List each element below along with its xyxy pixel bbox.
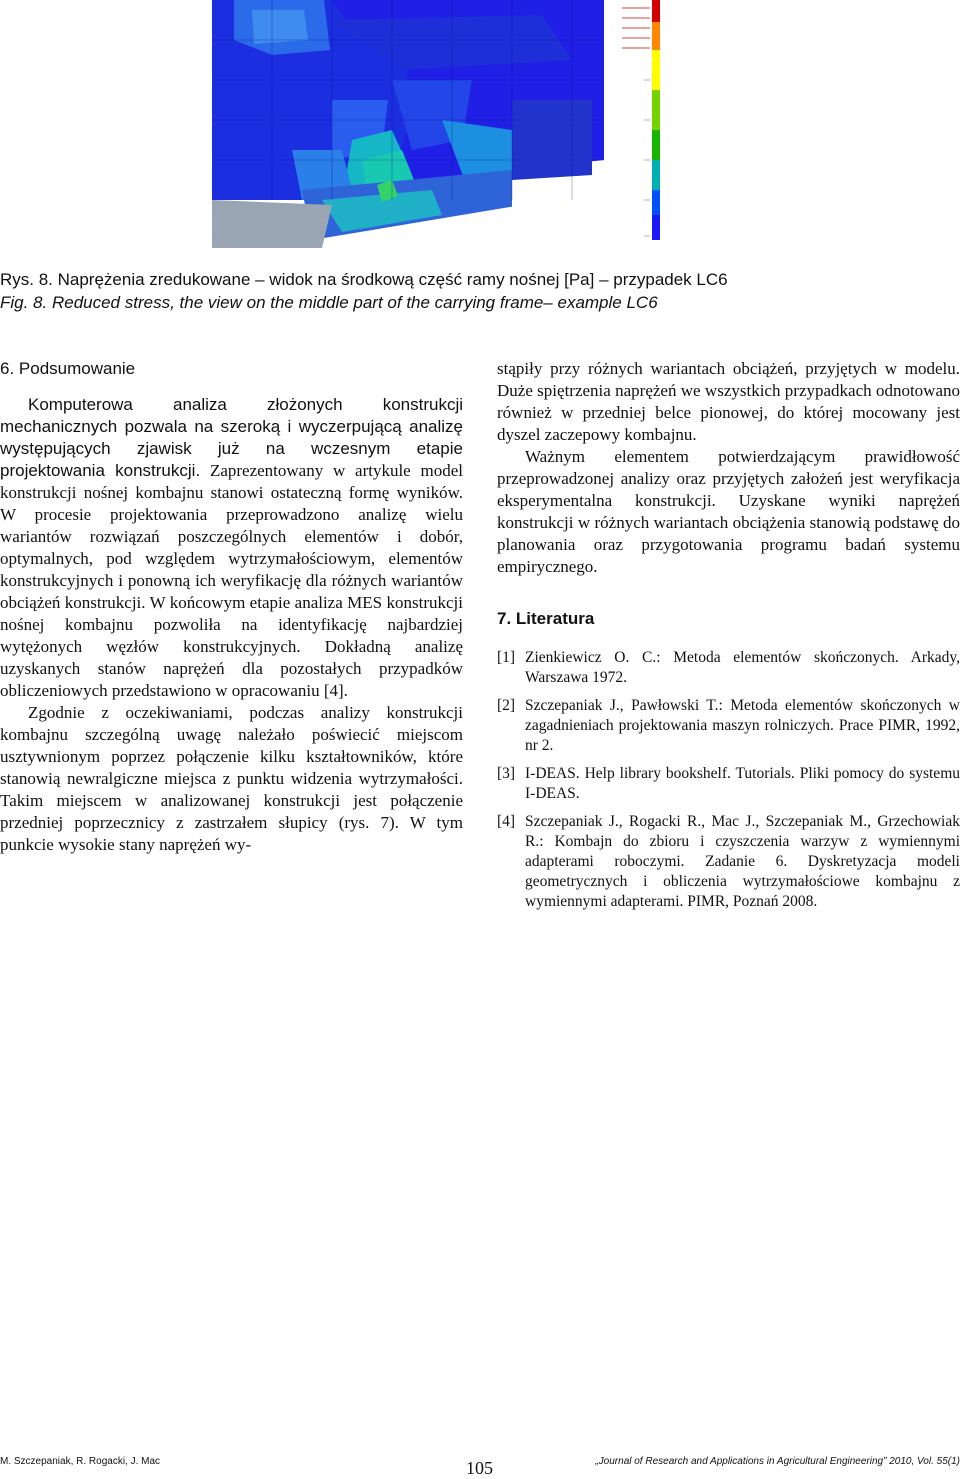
reference-item xyxy=(497,648,960,688)
reference-list xyxy=(497,648,960,912)
fea-render xyxy=(212,0,670,248)
reference-number: [4] xyxy=(497,813,516,830)
reference-text: I-DEAS. Help library bookshelf. Tutorials. Pliki pomocy do systemu I-DEAS. xyxy=(525,765,960,802)
paragraph-text: Komputerowa analiza złożonych konstrukcji mechanicznych pozwala na szeroką i wyczerpującą analizę występujących zjawisk już na wczesnym etapie projektowania konstrukcji. xyxy=(0,395,463,480)
right-column xyxy=(497,358,960,920)
footer-authors: M. Szczepaniak, R. Rogacki, J. Mac xyxy=(0,1456,161,1467)
fea-stress-figure xyxy=(212,0,670,248)
figure-caption-pl: Rys. 8. Naprężenia zredukowane – widok na środkową część ramy nośnej [Pa] – przypadek LC6 xyxy=(0,270,728,289)
section-heading-summary: 6. Podsumowanie xyxy=(0,359,136,378)
reference-text: Szczepaniak J., Rogacki R., Mac J., Szczepaniak M., Grzechowiak R.: Kombajn do zbioru i czyszczenia warzyw z wymiennymi adapterami roboczymi. Zadanie 6. Dyskretyzacja modeli geometrycznych i obliczenia wytrzymałościowe kombajnu z wymiennymi adapterami. PIMR, Poznań 2008. xyxy=(525,813,960,910)
reference-number: [3] xyxy=(497,765,516,782)
reference-item xyxy=(497,764,960,804)
left-column xyxy=(0,358,463,856)
reference-number: [1] xyxy=(497,649,516,666)
section-heading-literature: 7. Literatura xyxy=(497,609,595,628)
reference-item xyxy=(497,812,960,912)
paragraph: Ważnym elementem potwierdzającym prawidłowość przeprowadzonej analizy oraz przyjętych założeń jest weryfikacja eksperymentalna konstrukcji. Uzyskane wyniki naprężeń konstrukcji w różnych wariantach obciążenia stanowią podstawę do planowania oraz przygotowania programu badań systemu empirycznego. xyxy=(497,447,960,576)
reference-text: Zienkiewicz O. C.: Metoda elementów skończonych. Arkady, Warszawa 1972. xyxy=(525,649,960,686)
reference-item xyxy=(497,696,960,756)
paragraph-text: Zaprezentowany w artykule model konstrukcji nośnej kombajnu stanowi ostateczną formę wyników. W procesie projektowania przeprowadzono analizę wielu wariantów rozwiązań poszczególnych elementów i dobór, optymalnych, pod względem wytrzymałościowym, elementów konstrukcyjnych i ponowną ich weryfikację dla różnych wariantów obciążeń konstrukcji. W końcowym etapie analiza MES konstrukcji nośnej kombajnu pozwoliła na identyfikację najbardziej wytężonych węzłów konstrukcyjnych. Dokładną analizę uzyskanych stanów naprężeń dla pozostałych przypadków obliczeniowych przedstawiono w opracowaniu [4]. xyxy=(0,461,463,700)
paragraph: stąpiły przy różnych wariantach obciążeń, przyjętych w modelu. Duże spiętrzenia naprężeń we wszystkich przypadkach odnotowano również w przedniej belce pionowej, do której mocowany jest dyszel zaczepowy kombajnu. xyxy=(497,359,960,444)
reference-number: [2] xyxy=(497,697,516,714)
figure-caption-en: Fig. 8. Reduced stress, the view on the middle part of the carrying frame– example LC6 xyxy=(0,293,658,312)
paragraph: Zgodnie z oczekiwaniami, podczas analizy konstrukcji kombajnu szczególną uwagę należało poświecić miejscom usztywnionym poprzez połączenie kilku kształtowników, które stanowią newralgiczne miejsca z punktu widzenia wytrzymałości. Takim miejscem w analizowanej konstrukcji jest połączenie przedniej poprzecznicy z zastrzałem słupicy (rys. 7). W tym punkcie wysokie stany naprężeń wy- xyxy=(0,703,463,854)
footer-journal: „Journal of Research and Applications in Agricultural Engineering” 2010, Vol. 55(1) xyxy=(595,1456,960,1467)
paragraph xyxy=(0,394,463,702)
page-number: 105 xyxy=(466,1458,493,1478)
reference-text: Szczepaniak J., Pawłowski T.: Metoda elementów skończonych w zagadnieniach projektowania maszyn rolniczych. Prace PIMR, 1992, nr 2. xyxy=(525,697,960,754)
